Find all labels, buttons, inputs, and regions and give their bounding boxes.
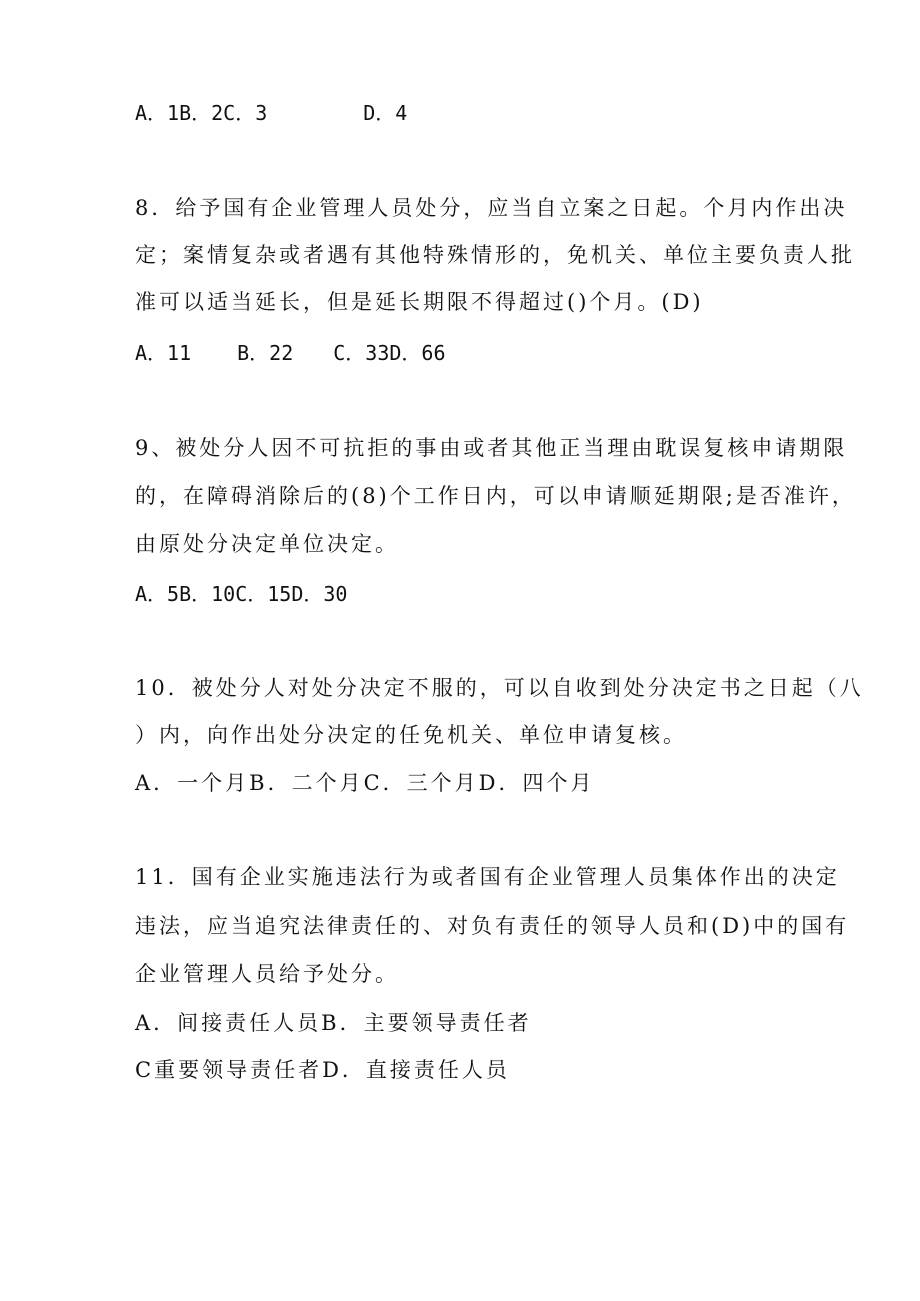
q8-line-2: 定；案情复杂或者遇有其他特殊情形的，免机关、单位主要负责人批: [135, 243, 855, 267]
q8-option-b: B．22: [237, 341, 294, 365]
q9-line-1: 9、被处分人因不可抗拒的事由或者其他正当理由耽误复核申请期限: [135, 436, 848, 460]
q7-option-d: D．4: [363, 101, 408, 125]
q11-line-3: 企业管理人员给予处分。: [135, 962, 399, 986]
q10-line-2: ）内，向作出处分决定的任免机关、单位申请复核。: [135, 723, 687, 747]
q11-line-1: 11．国有企业实施违法行为或者国有企业管理人员集体作出的决定: [135, 865, 840, 889]
q8-option-a: A．11: [135, 341, 192, 365]
q11-options-ab: A．间接责任人员B．主要领导责任者: [135, 1011, 532, 1035]
q7-options-a-c: A．1B．2C．3: [135, 101, 268, 125]
q8-line-3: 准可以适当延长，但是延长期限不得超过()个月。(D): [135, 290, 704, 314]
q9-options: A．5B．10C．15D．30: [135, 582, 348, 606]
q9-line-3: 由原处分决定单位决定。: [135, 532, 399, 556]
q8-options: [135, 338, 795, 368]
q8-line-1: 8．给予国有企业管理人员处分，应当自立案之日起。个月内作出决: [135, 196, 848, 220]
q10-line-1: 10．被处分人对处分决定不服的，可以自收到处分决定书之日起（八: [135, 676, 864, 700]
q11-options-cd: C重要领导责任者D．直接责任人员: [135, 1058, 510, 1082]
q10-options: A．一个月B．二个月C．三个月D．四个月: [135, 771, 595, 795]
q9-line-2: 的，在障碍消除后的(8)个工作日内，可以申请顺延期限;是否准许，: [135, 484, 856, 508]
q11-line-2: 违法，应当追究法律责任的、对负有责任的领导人员和(D)中的国有: [135, 914, 850, 938]
q7-options: [135, 98, 795, 128]
q8-option-cd: C．33D．66: [333, 341, 446, 365]
